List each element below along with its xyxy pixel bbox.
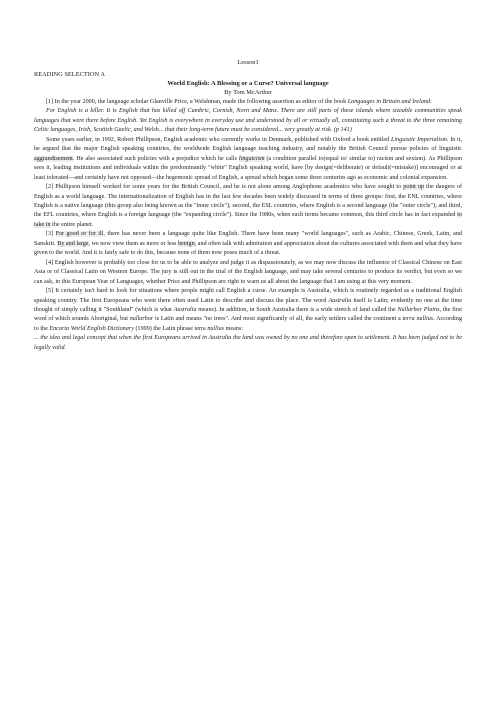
paragraph-phillipson: Some years earlier, in 1992, Robert Phillipson, English academic who currently works in Denmark, published with Oxford a book entitled Linguistic Imperialism. In it, he argued that the major English speaking countries, the worldwide English language teaching industry, and notably the British Council pursue policies of linguistic aggrandisement. He also associated such policies with a prejudice which he calls linguicism (a condition parallel to(equal to/ similar to) racism and sexism). As Phillipson sees it, leading institutions and individuals within the predominantly "white" English speaking world, have [by design(=deliberate) or default(=mistake)] encouraged or at least tolerated—and certainly have not opposed—the hegemonic spread of English, a spread which began some three centuries ago as economic and colonial expansion. [34, 136, 463, 181]
highlighted-term: For good or for ill [55, 231, 104, 238]
highlighted-term: to take in [34, 212, 462, 228]
paragraph-4: [4] English however is probably too close for us to be able to analyze and judge it as dispassionately, as we may now discuss the influence of Classical Chinese on East Asia or of Classical Latin on Western Europe. The jury is still out in the trial of the English language, and may take several centuries to produce its verdict, but even so we can ask, in this European Year of Languages, whether Price and Phillipson are right to warn us all about the language that I am using at this very moment. [34, 259, 462, 285]
block-quote-price: For English is a killer. It is English that has killed off Cumbric, Cornish, Norn and Manx. There are still parts of these islands where sizeable communities speak languages that were there before English. Yet English is everywhere in everyday use and understood by all or virtually all, constituting such a threat to the three remaining Celtic languages, Irish, Scottish Gaelic, and Welsh... that their long-term future must be considered... very greatly at risk. (p 141) [34, 108, 462, 134]
highlighted-term: aggrandisement [34, 155, 73, 162]
highlighted-term: benign [177, 240, 195, 247]
highlighted-term: By and large [57, 240, 89, 247]
book-title: Languages in Britain and Ireland [347, 99, 431, 105]
paragraph-2: [2] Phillipson himself worked for some years for the British Council, and he is not alone among Anglophone academics who have sought to point up the dangers of English as a world language. The internationalization of English has in the last few decades been widely discussed in terms of three groups: first, the ENL countries, where English is a native language (this group also being known as the "inner circle"); second, the ESL countries, where English is a second language (the "outer circle"); and third, the EFL countries, where English is a foreign language (the "expanding circle"). Since the 1980s, when such terms became common, this third circle has in fact expanded to take in the entire planet. [34, 184, 462, 228]
block-quote-encarta: ... the idea and legal concept that when the first Europeans arrived in Australia the land was owned by no one and therefore open to settlement. It has been judged not to be legally valid. [34, 335, 462, 351]
article-author: By Tom McArthur [224, 89, 272, 96]
section-heading: READING SELECTION A [34, 71, 106, 78]
paragraph-5: [5] It certainly isn't hard to look for situations where people might call English a curse. An example is Australia, which is routinely regarded as a traditional English speaking country. The first Europeans who went there often used Latin to describe and discuss the place. The word Australia itself is Latin; evidently no one at the time thought of simply calling it "Southland" (which is what Australia means). In addition, in South Australia there is a wide stretch of land called the Nullarbor Plains, the first word of which sounds Aboriginal, but nullarbor is Latin and means "no trees". And most significantly of all, the early settlers called the continent a terra nullius. According to the Encarta World English Dictionary (1999) the Latin phrase terra nullius means: [34, 288, 463, 332]
book-title: Linguistic Imperialism [390, 136, 447, 143]
paragraph-1: [1] In the year 2000, the language scholar Glanville Price, a Welshman, made the following assertion as editor of the book Languages in Britain and Ireland: [46, 99, 432, 105]
document-page [34, 58, 462, 353]
highlighted-term: point up [403, 184, 425, 191]
paragraph-3: [3] For good or for ill, there has never been a language quite like English. There have been many "world languages", such as Arabic, Chinese, Greek, Latin, and Sanskrit. By and large, we now view them as more or less benign, and often talk with admiration and appreciation about the cultures associated with them and what they have given to the world. And it is fairly safe to do this, because none of them now poses much of a threat. [34, 231, 463, 257]
highlighted-term: linguicism [238, 155, 265, 162]
lesson-heading: Lesson1 [237, 59, 259, 66]
article-title: World English: A Blessing or a Curse? Universal language [167, 80, 329, 87]
